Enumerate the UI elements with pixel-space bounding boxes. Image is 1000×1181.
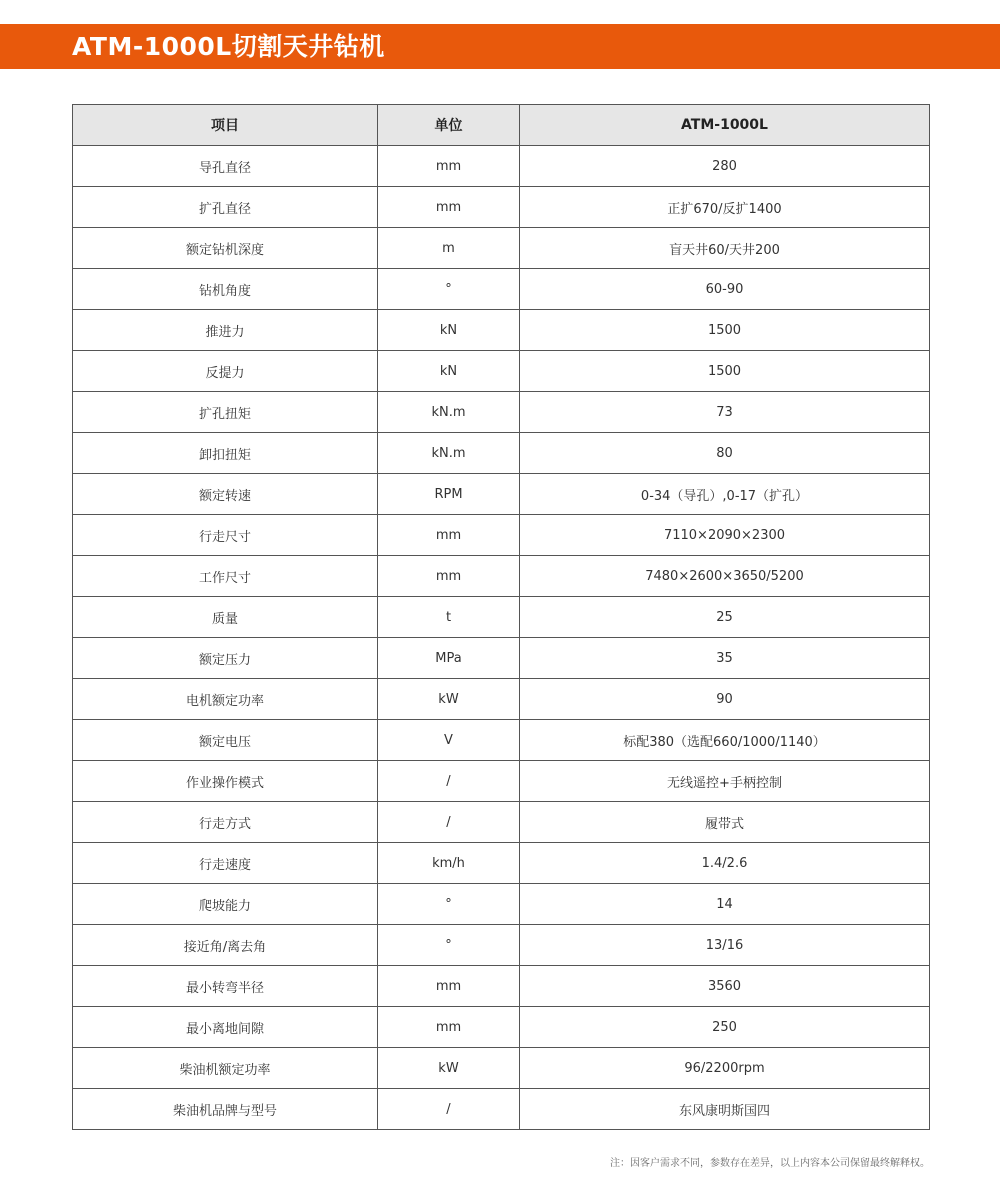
table-row: [73, 515, 930, 556]
cell-item: 反提力: [73, 351, 378, 392]
cell-unit: /: [378, 761, 520, 802]
table-row: [73, 269, 930, 310]
cell-value: 250: [520, 1007, 930, 1048]
table-row: [73, 187, 930, 228]
cell-value: 60-90: [520, 269, 930, 310]
cell-value: 盲天井60/天井200: [520, 228, 930, 269]
cell-unit: /: [378, 1089, 520, 1130]
cell-unit: mm: [378, 515, 520, 556]
cell-unit: m: [378, 228, 520, 269]
cell-item: 柴油机额定功率: [73, 1048, 378, 1089]
cell-item: 质量: [73, 597, 378, 638]
cell-value: 1500: [520, 310, 930, 351]
table-row: [73, 474, 930, 515]
cell-unit: mm: [378, 556, 520, 597]
cell-value: 96/2200rpm: [520, 1048, 930, 1089]
cell-value: 0-34（导孔）,0-17（扩孔）: [520, 474, 930, 515]
table-row: [73, 351, 930, 392]
cell-item: 扩孔直径: [73, 187, 378, 228]
spec-table: [72, 104, 930, 1130]
table-row: [73, 638, 930, 679]
cell-item: 柴油机品牌与型号: [73, 1089, 378, 1130]
cell-item: 行走方式: [73, 802, 378, 843]
cell-item: 最小转弯半径: [73, 966, 378, 1007]
table-header-row: [73, 105, 930, 146]
cell-value: 280: [520, 146, 930, 187]
cell-item: 扩孔扭矩: [73, 392, 378, 433]
cell-unit: kW: [378, 679, 520, 720]
table-row: [73, 761, 930, 802]
cell-item: 行走速度: [73, 843, 378, 884]
table-row: [73, 720, 930, 761]
footnote: 注：因客户需求不同，参数存在差异，以上内容本公司保留最终解释权。: [610, 1158, 930, 1169]
cell-value: 7480×2600×3650/5200: [520, 556, 930, 597]
cell-value: 1500: [520, 351, 930, 392]
cell-unit: mm: [378, 187, 520, 228]
cell-item: 推进力: [73, 310, 378, 351]
table-row: [73, 310, 930, 351]
cell-value: 履带式: [520, 802, 930, 843]
cell-item: 额定压力: [73, 638, 378, 679]
table-body: [73, 146, 930, 1130]
cell-unit: MPa: [378, 638, 520, 679]
cell-unit: °: [378, 884, 520, 925]
cell-unit: /: [378, 802, 520, 843]
cell-value: 正扩670/反扩1400: [520, 187, 930, 228]
table-row: [73, 679, 930, 720]
cell-unit: kN.m: [378, 392, 520, 433]
cell-value: 标配380（选配660/1000/1140）: [520, 720, 930, 761]
table-row: [73, 392, 930, 433]
table-row: [73, 1048, 930, 1089]
cell-unit: mm: [378, 146, 520, 187]
cell-item: 额定电压: [73, 720, 378, 761]
cell-unit: RPM: [378, 474, 520, 515]
cell-value: 7110×2090×2300: [520, 515, 930, 556]
table-row: [73, 1007, 930, 1048]
cell-unit: kN: [378, 310, 520, 351]
cell-item: 卸扣扭矩: [73, 433, 378, 474]
cell-value: 35: [520, 638, 930, 679]
cell-unit: mm: [378, 1007, 520, 1048]
table-row: [73, 146, 930, 187]
cell-item: 额定转速: [73, 474, 378, 515]
cell-unit: t: [378, 597, 520, 638]
cell-item: 导孔直径: [73, 146, 378, 187]
title-bar: [0, 24, 1000, 69]
cell-value: 14: [520, 884, 930, 925]
table-row: [73, 966, 930, 1007]
table-row: [73, 433, 930, 474]
cell-unit: mm: [378, 966, 520, 1007]
cell-item: 接近角/离去角: [73, 925, 378, 966]
header-unit: 单位: [378, 105, 520, 146]
cell-item: 作业操作模式: [73, 761, 378, 802]
cell-item: 钻机角度: [73, 269, 378, 310]
cell-value: 东风康明斯国四: [520, 1089, 930, 1130]
cell-unit: kN: [378, 351, 520, 392]
cell-item: 爬坡能力: [73, 884, 378, 925]
cell-item: 行走尺寸: [73, 515, 378, 556]
table-row: [73, 228, 930, 269]
table-row: [73, 884, 930, 925]
cell-unit: V: [378, 720, 520, 761]
cell-value: 80: [520, 433, 930, 474]
header-item: 项目: [73, 105, 378, 146]
cell-value: 90: [520, 679, 930, 720]
cell-value: 25: [520, 597, 930, 638]
cell-unit: kW: [378, 1048, 520, 1089]
cell-unit: °: [378, 269, 520, 310]
cell-unit: °: [378, 925, 520, 966]
header-model: ATM-1000L: [520, 105, 930, 146]
table-row: [73, 802, 930, 843]
cell-item: 电机额定功率: [73, 679, 378, 720]
table-row: [73, 1089, 930, 1130]
cell-item: 工作尺寸: [73, 556, 378, 597]
cell-item: 额定钻机深度: [73, 228, 378, 269]
cell-value: 无线遥控+手柄控制: [520, 761, 930, 802]
table-row: [73, 556, 930, 597]
page-title: ATM-1000L切割天井钻机: [72, 32, 385, 61]
cell-unit: km/h: [378, 843, 520, 884]
cell-value: 13/16: [520, 925, 930, 966]
cell-unit: kN.m: [378, 433, 520, 474]
cell-value: 1.4/2.6: [520, 843, 930, 884]
cell-value: 73: [520, 392, 930, 433]
table-row: [73, 843, 930, 884]
cell-item: 最小离地间隙: [73, 1007, 378, 1048]
cell-value: 3560: [520, 966, 930, 1007]
table-row: [73, 925, 930, 966]
table-row: [73, 597, 930, 638]
